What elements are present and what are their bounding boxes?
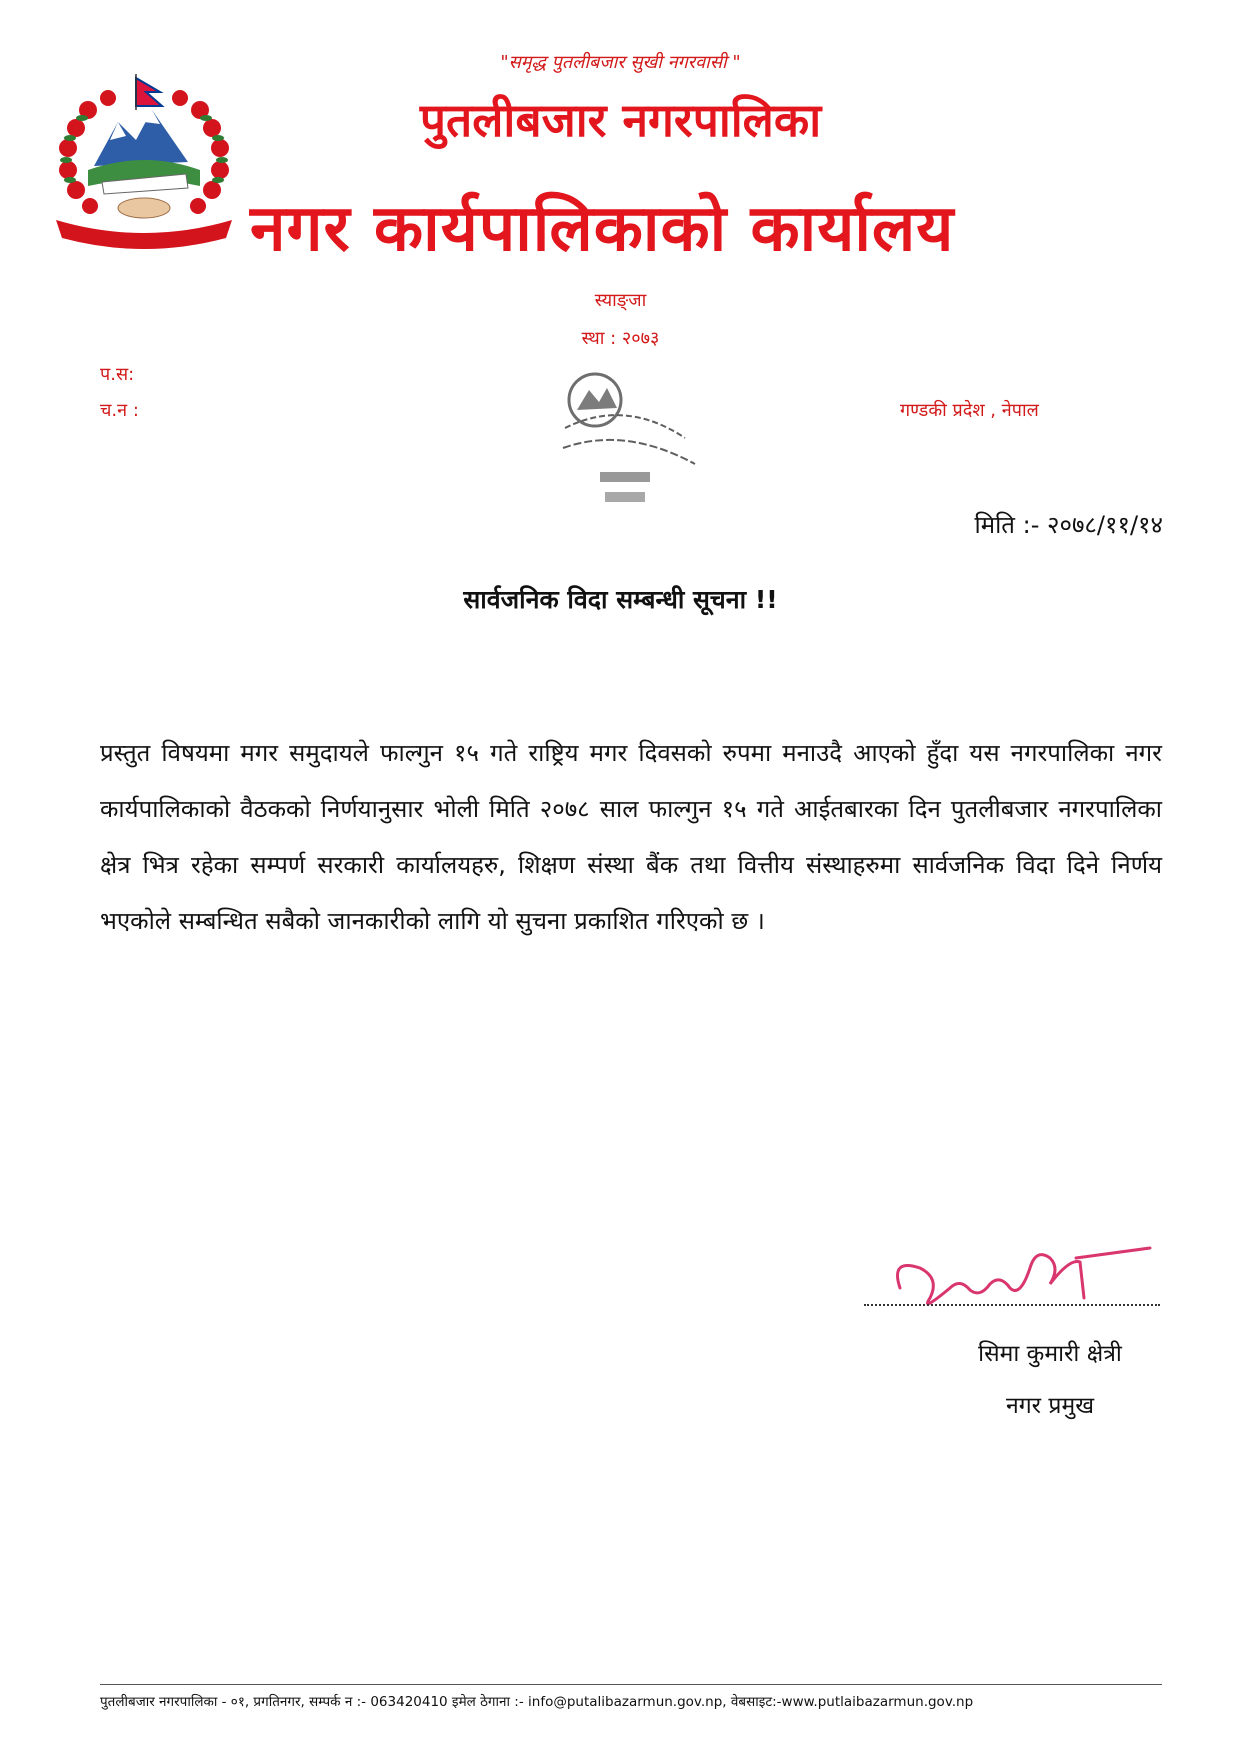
footer-contact: पुतलीबजार नगरपालिका - ०१, प्रगतिनगर, सम्पर्क न :- 063420410 इमेल ठेगाना :- info@putalibazarmun.gov.np, वेबसाइट:-www.putlaibazarmun.gov.np — [100, 1694, 974, 1710]
district-name: स्याङ्जा — [594, 290, 647, 311]
chalani-number-label: च.न : — [100, 400, 139, 421]
office-title: नगर कार्यपालिकाको कार्यालय — [250, 192, 955, 266]
office-stamp-icon — [545, 368, 705, 518]
signatory-name: सिमा कुमारी क्षेत्री — [978, 1341, 1122, 1367]
patra-sankhya-label: प.स: — [100, 364, 135, 385]
signature-line — [864, 1304, 1160, 1306]
notice-body: प्रस्तुत विषयमा मगर समुदायले फाल्गुन १५ गते राष्ट्रिय मगर दिवसको रुपमा मनाउदै आएको हुँदा यस नगरपालिका नगर कार्यपालिकाको वैठकको निर्णयानुसार भोली मिति २०७८ साल फाल्गुन १५ गते आईतबारका दिन पुतलीबजार नगरपालिका क्षेत्र भित्र रहेका सम्पर्ण सरकारी कार्यालयहरु, शिक्षण संस्था बैंक तथा वित्तीय संस्थाहरुमा सार्वजनिक विदा दिने निर्णय भएकोले सम्बन्धित सबैको जानकारीको लागि यो सुचना प्रकाशित गरिएको छ । — [100, 739, 1162, 935]
notice-subject: सार्वजनिक विदा सम्बन्धी सूचना !! — [463, 585, 778, 614]
established-year: स्था : २०७३ — [581, 328, 660, 349]
footer-divider — [100, 1684, 1162, 1685]
signatory-designation: नगर प्रमुख — [1005, 1393, 1095, 1419]
municipality-title: पुतलीबजार नगरपालिका — [419, 93, 822, 147]
tagline: "समृद्ध पुतलीबजार सुखी नगरवासी " — [500, 52, 741, 73]
notice-date: मिति :- २०७८/११/१४ — [974, 511, 1163, 539]
province-country: गण्डकी प्रदेश , नेपाल — [900, 400, 1039, 421]
